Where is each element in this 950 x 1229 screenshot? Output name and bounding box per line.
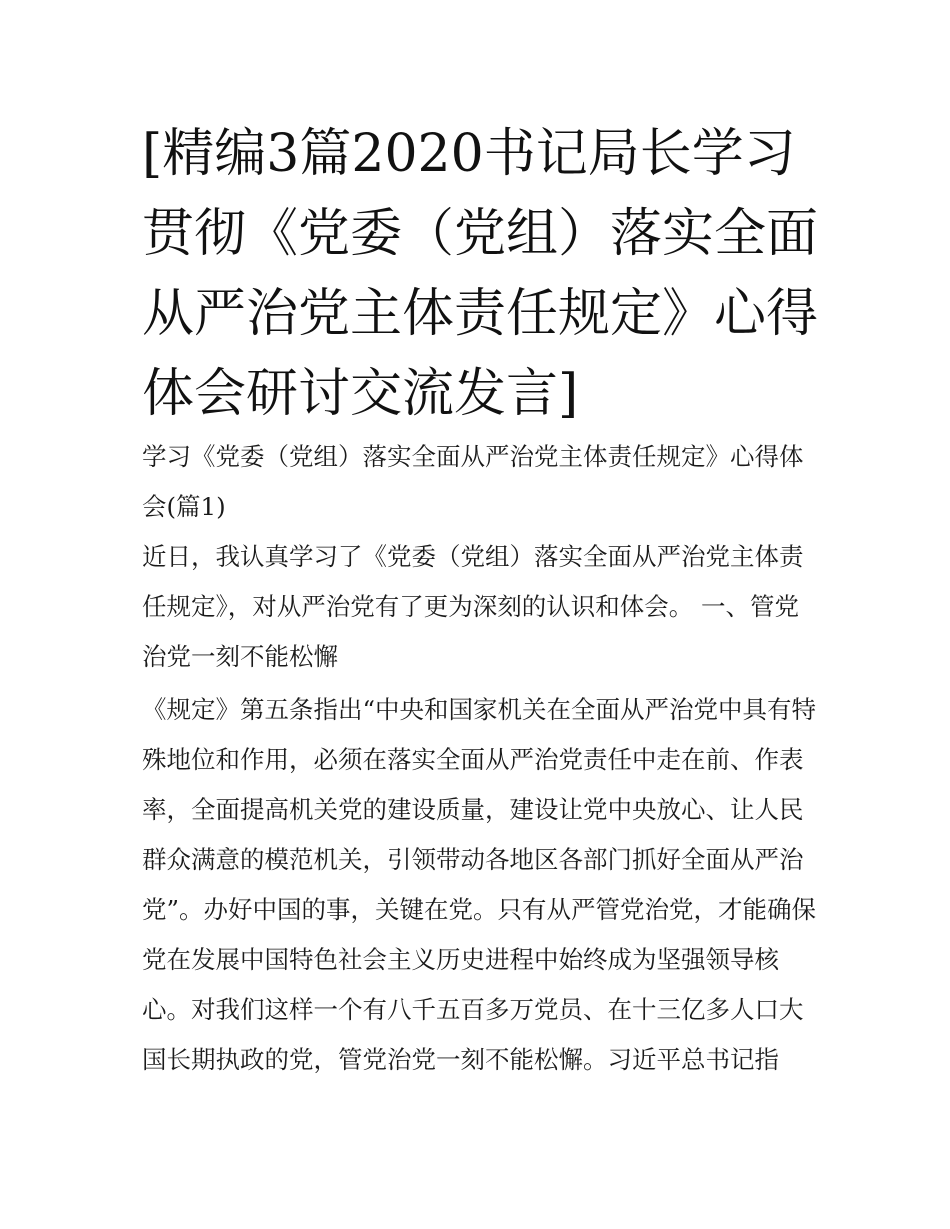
- paragraph-intro: 近日，我认真学习了《党委（党组）落实全面从严治党主体责任规定》，对从严治党有了更为深刻的认识和体会。 一、管党治党一刻不能松懈: [142, 542, 804, 671]
- paragraph-regulation: 《规定》第五条指出“中央和国家机关在全面从严治党中具有特殊地位和作用，必须在落实全面从严治党责任中走在前、作表率，全面提高机关党的建设质量，建设让党中央放心、让人民群众满意的模范机关，引领带动各地区各部门抓好全面从严治党”。办好中国的事，关键在党。只有从严管党治党，才能确保党在发展中国特色社会主义历史进程中始终成为坚强领导核心。对我们这样一个有八千五百多万党员、在十三亿多人口大国长期执政的党，管党治党一刻不能松懈。习近平总书记指: [142, 695, 817, 1074]
- document-title: [精编3篇2020书记局长学习贯彻《党委（党组）落实全面从严治党主体责任规定》心得体会研讨交流发言]: [142, 124, 819, 424]
- section-heading: 学习《党委（党组）落实全面从严治党主体责任规定》心得体会(篇1): [142, 442, 804, 521]
